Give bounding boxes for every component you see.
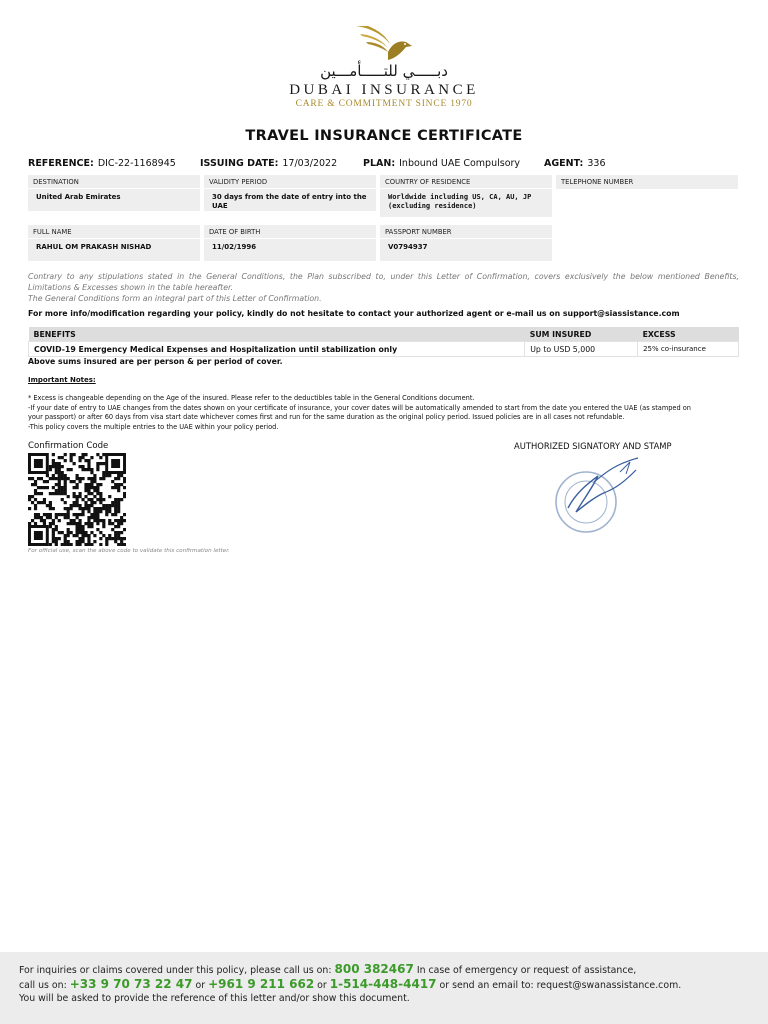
footer-text: call us on: xyxy=(19,980,67,991)
toll-free-phone-link[interactable]: 800 382467 xyxy=(334,962,414,976)
integral-part-note: The General Conditions form an integral part of this Letter of Confirmation. xyxy=(28,294,322,303)
france-phone-link[interactable]: +33 9 70 73 22 47 xyxy=(69,977,193,991)
country-of-residence-field xyxy=(380,175,552,217)
country-of-residence-value: Worldwide including US, CA, AU, JP (excluding residence) xyxy=(388,193,532,210)
benefit-cell: COVID-19 Emergency Medical Expenses and Hospitalization until stabilization only xyxy=(29,342,525,357)
confirmation-code-title: Confirmation Code xyxy=(28,441,109,451)
important-note-line: * Excess is changeable depending on the Age of the insured. Please refer to the deductibles table in the General Conditions document. xyxy=(28,394,475,402)
footer-text: or xyxy=(195,980,206,991)
logo-tagline: CARE & COMMITMENT SINCE 1970 xyxy=(295,99,473,109)
full-name-field xyxy=(28,225,200,261)
company-logo xyxy=(284,22,484,122)
footer-line-1 xyxy=(19,962,636,976)
destination-value: United Arab Emirates xyxy=(36,193,121,201)
excess-header: EXCESS xyxy=(638,327,739,342)
telephone-number-label: TELEPHONE NUMBER xyxy=(561,178,634,186)
contact-info-line: For more info/modification regarding your policy, kindly do not hesitate to contact your authorized agent or e-mail us on support@siassistance.com xyxy=(28,309,680,318)
passport-number-label: PASSPORT NUMBER xyxy=(380,225,552,239)
sums-insured-note: Above sums insured are per person & per period of cover. xyxy=(28,357,283,366)
footer-line-3: You will be asked to provide the reference of this letter and/or show this document. xyxy=(19,993,410,1004)
validity-period-field xyxy=(204,175,376,211)
table-header-row xyxy=(29,327,739,342)
issuing-date-value: 17/03/2022 xyxy=(282,158,338,169)
passport-number-value: V0794937 xyxy=(388,243,428,251)
destination-label: DESTINATION xyxy=(28,175,200,189)
destination-field xyxy=(28,175,200,211)
reference-item xyxy=(28,158,176,169)
date-of-birth-value: 11/02/1996 xyxy=(212,243,257,251)
logo-company-name: DUBAI INSURANCE xyxy=(289,82,479,98)
issuing-date-label: ISSUING DATE: xyxy=(200,158,279,169)
canada-phone-link[interactable]: 1-514-448-4417 xyxy=(329,977,437,991)
telephone-number-value xyxy=(556,188,738,194)
qr-code-icon[interactable] xyxy=(28,453,126,546)
benefits-table xyxy=(28,327,739,357)
footer-email-text: or send an email to: request@swanassistance.com. xyxy=(439,980,682,991)
benefits-header: BENEFITS xyxy=(29,327,525,342)
eagle-logo-icon xyxy=(352,22,416,62)
validity-period-value: 30 days from the date of entry into the UAE xyxy=(212,193,367,210)
lebanon-phone-link[interactable]: +961 9 211 662 xyxy=(208,977,315,991)
table-row xyxy=(29,342,739,357)
date-of-birth-label: DATE OF BIRTH xyxy=(204,225,376,239)
limitations-note: Limitations & Excesses shown in the table hereafter. xyxy=(28,283,233,292)
important-notes-title: Important Notes: xyxy=(28,376,96,384)
full-name-value: RAHUL OM PRAKASH NISHAD xyxy=(36,243,152,251)
full-name-label: FULL NAME xyxy=(28,225,200,239)
telephone-number-field xyxy=(556,175,738,189)
reference-value: DIC-22-1168945 xyxy=(97,158,176,169)
qr-code-note: For official use, scan the above code to validate this confirmation letter. xyxy=(28,548,230,554)
important-note-line: your passport) or after 60 days from visa start date whichever comes first and run for the same duration as the original policy period. Issued policies are in all cases not refundable. xyxy=(28,413,625,422)
footer-text: For inquiries or claims covered under this policy, please call us on: xyxy=(19,965,332,976)
country-of-residence-label: COUNTRY OF RESIDENCE xyxy=(380,175,552,189)
date-of-birth-field xyxy=(204,225,376,261)
plan-label: PLAN: xyxy=(363,158,396,169)
important-note-line: -This policy covers the multiple entries to the UAE within your policy period. xyxy=(28,422,279,431)
reference-label: REFERENCE: xyxy=(28,158,94,169)
footer xyxy=(0,952,768,1024)
agent-item xyxy=(544,158,606,169)
sum-insured-cell: Up to USD 5,000 xyxy=(525,342,638,357)
issuing-date-item xyxy=(200,158,337,169)
footer-text: In case of emergency or request of assistance, xyxy=(416,965,637,976)
footer-line-2 xyxy=(19,977,681,991)
validity-period-label: VALIDITY PERIOD xyxy=(204,175,376,189)
important-notes-body xyxy=(28,394,740,432)
excess-cell: 25% co-insurance xyxy=(638,342,739,357)
important-note-line: -If your date of entry to UAE changes from the dates shown on your certificate of insurance, your cover dates will be automatically amended to start from the date you entered the UAE (as stamped on xyxy=(28,403,691,412)
plan-item xyxy=(363,158,520,169)
general-conditions-note: Contrary to any stipulations stated in the General Conditions, the Plan subscribed to, under this Letter of Confirmation, covers exclusively the below mentioned Benefits, xyxy=(28,272,739,281)
authorized-signatory-title: AUTHORIZED SIGNATORY AND STAMP xyxy=(514,441,672,451)
plan-value: Inbound UAE Compulsory xyxy=(399,158,521,169)
passport-number-field xyxy=(380,225,552,261)
agent-value: 336 xyxy=(587,158,606,169)
page-title: TRAVEL INSURANCE CERTIFICATE xyxy=(245,128,523,144)
footer-text: or xyxy=(317,980,327,991)
logo-arabic-text: دبـــــي للتـــــأمـــين xyxy=(320,62,448,80)
agent-label: AGENT: xyxy=(544,158,584,169)
company-stamp-icon xyxy=(546,452,656,542)
sum-insured-header: SUM INSURED xyxy=(525,327,638,342)
